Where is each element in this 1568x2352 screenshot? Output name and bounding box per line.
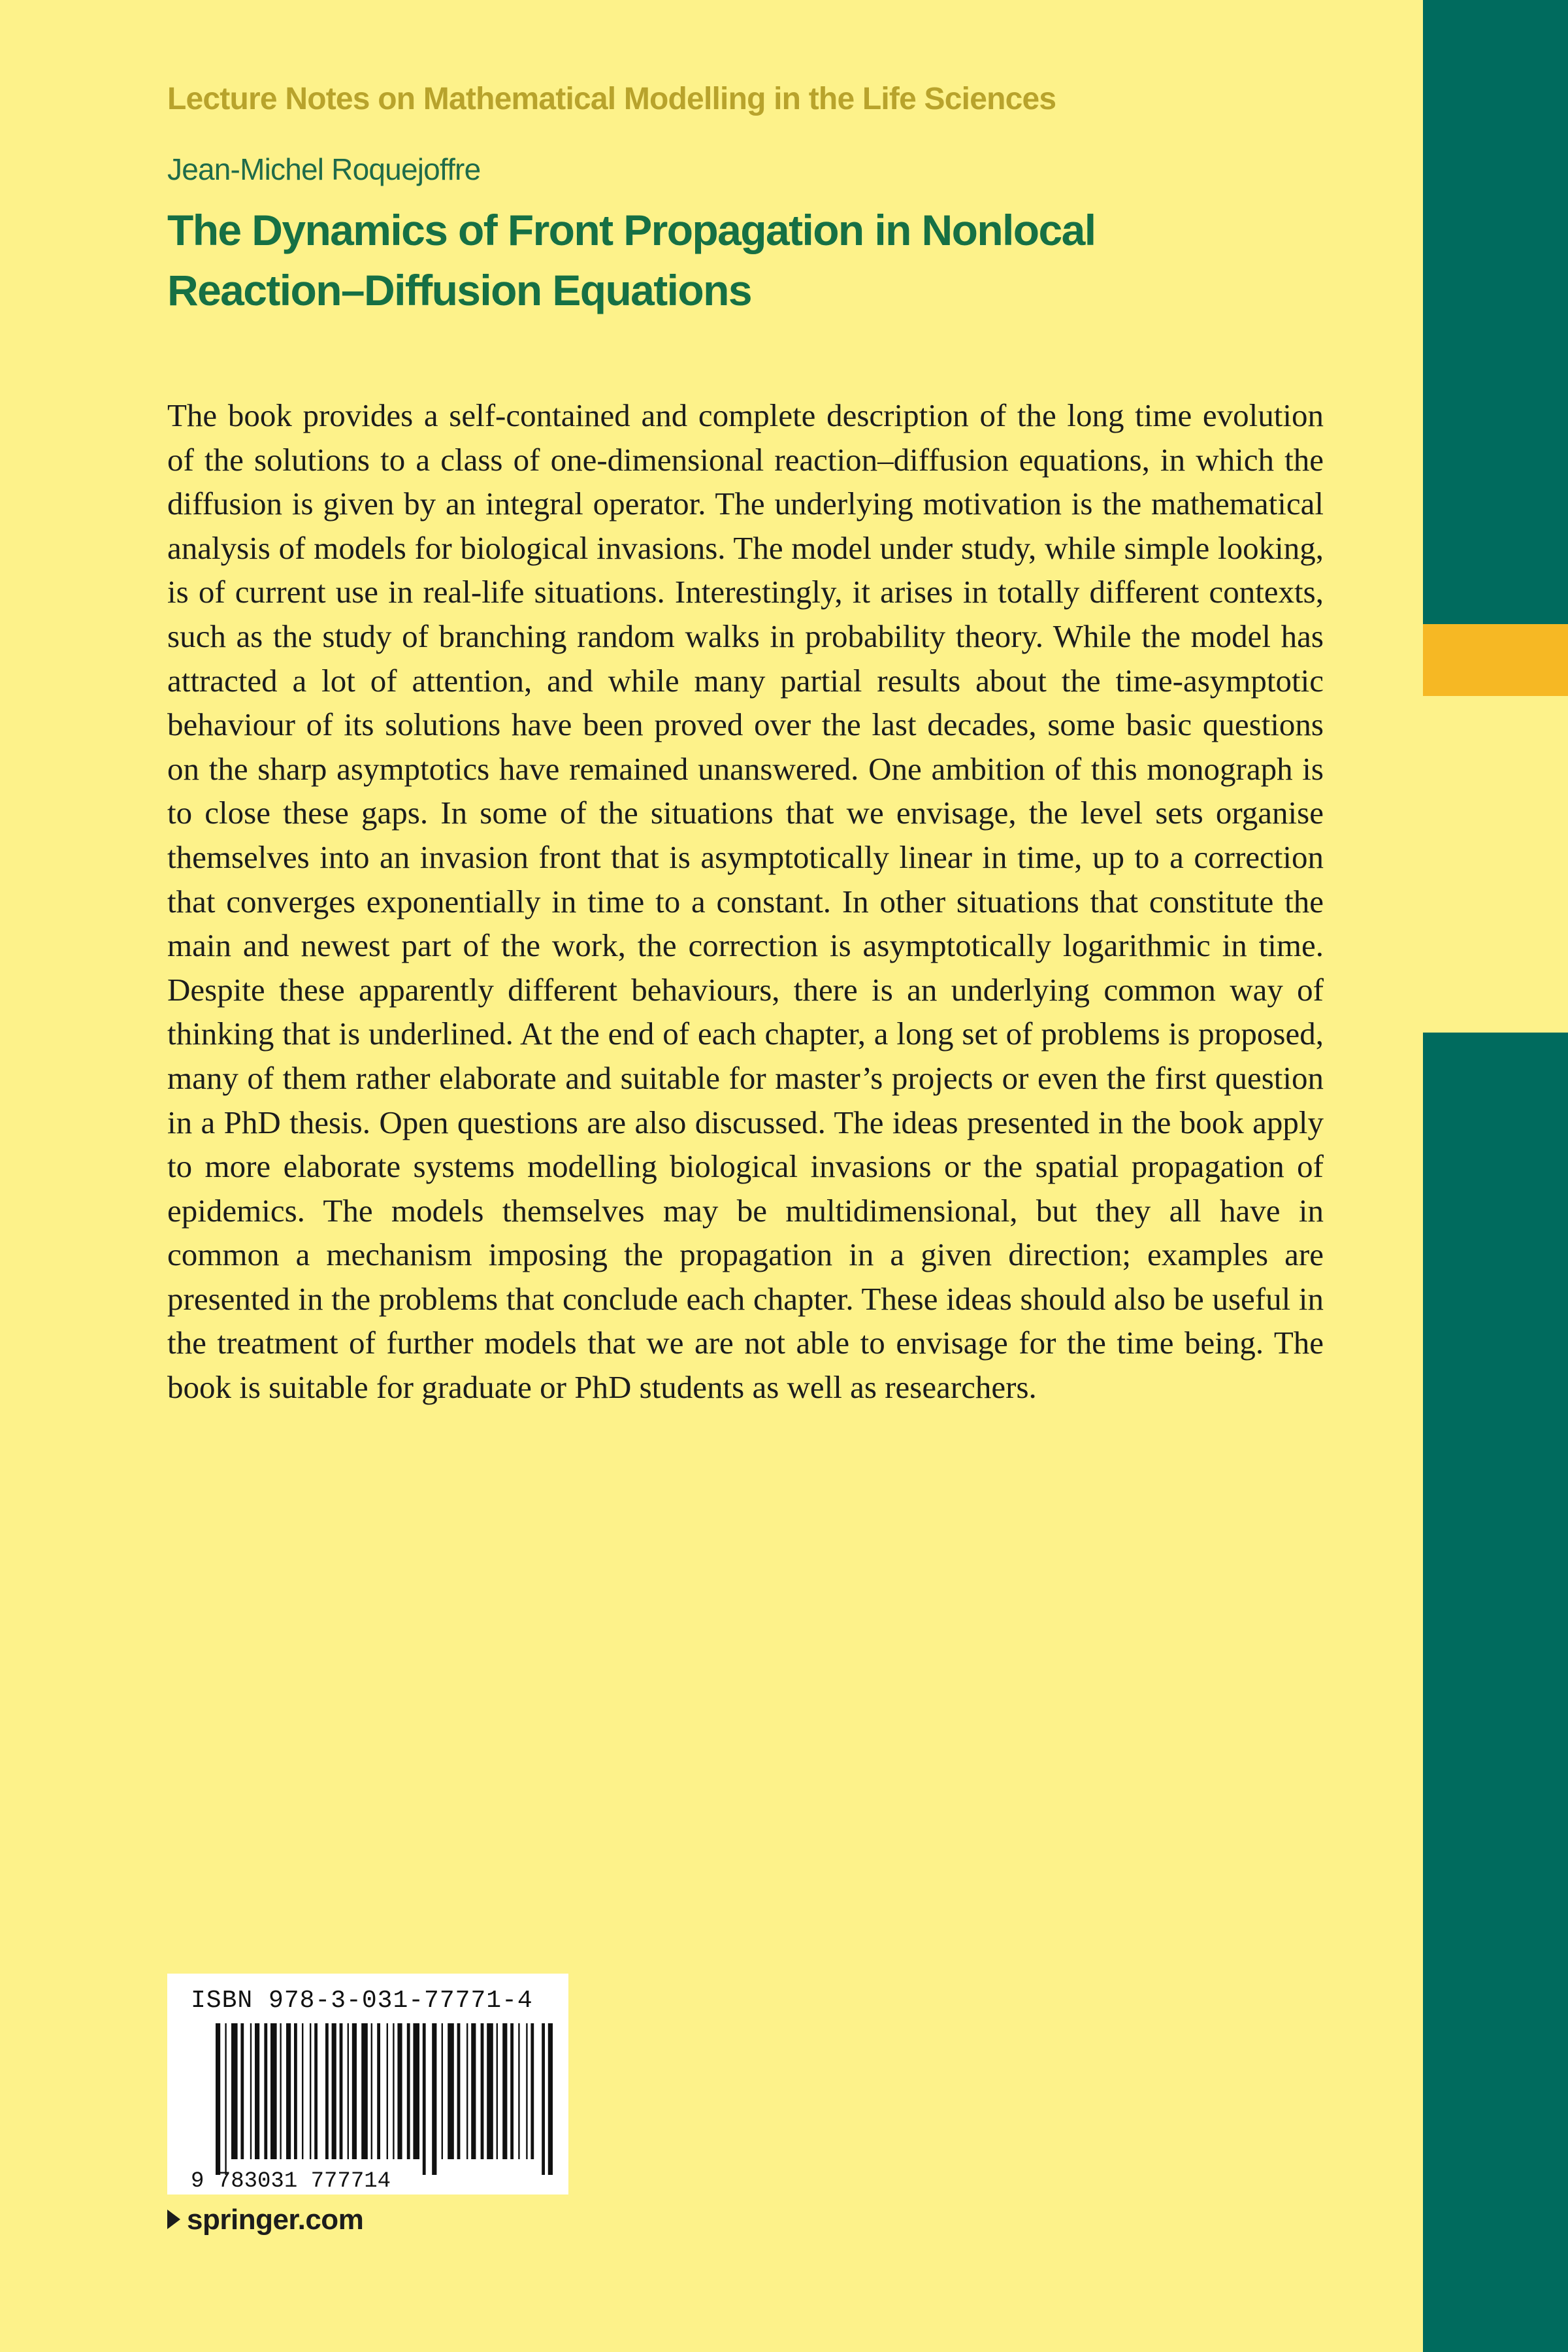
book-description: The book provides a self-contained and complete description of the long time evolution of the solutions to a class of one-dimensional reaction–diffusion equations, in which the diffusion is given by an integral operator. The underlying motivation is the mathematical analysis of models for biological invasions. The model under study, while simple looking, is of current use in real-life situations. Interestingly, it arises in totally different contexts, such as the study of branching random walks in probability theory. While the model has attracted a lot of attention, and while many partial results about the time-asymptotic behaviour of its solutions have been proved over the last decades, some basic questions on the sharp asymptotics have remained unanswered. One ambition of this monograph is to close these gaps. In some of the situations that we envisage, the level sets organise themselves into an invasion front that is asymptotically linear in time, up to a correction that converges exponentially in time to a constant. In other situations that constitute the main and newest part of the work, the correction is asymptotically logarithmic in time. Despite these apparently different behaviours, there is an underlying common way of thinking that is underlined. At the end of each chapter, a long set of problems is proposed, many of them rather elaborate and suitable for master’s projects or even the first question in a PhD thesis. Open questions are also discussed. The ideas presented in the book apply to more elaborate systems modelling biological invasions or the spatial propagation of epidemics. The models themselves may be multidimensional, but they all have in common a mechanism imposing the propagation in a given direction; examples are presented in the problems that conclude each chapter. These ideas should also be useful in the treatment of further models that we are not able to envisage for the time being. The book is suitable for graduate or PhD students as well as researchers.: [167, 397, 1324, 1406]
decorative-band-pale: [1423, 696, 1568, 1033]
publisher-url: springer.com: [187, 2204, 364, 2236]
arrow-right-icon: [167, 2210, 180, 2229]
author-name: Jean-Michel Roquejoffre: [167, 152, 481, 186]
isbn-barcode: [167, 1974, 568, 2195]
book-title: [167, 200, 1343, 320]
series-title: Lecture Notes on Mathematical Modelling in the Life Sciences: [167, 82, 1056, 116]
decorative-band-teal-top: [1423, 0, 1568, 624]
barcode-graphic: [167, 1974, 568, 2195]
isbn-number: ISBN 978-3-031-77771-4: [191, 1987, 533, 2015]
publisher-link[interactable]: [167, 2204, 363, 2236]
decorative-band-gold: [1423, 624, 1568, 696]
decorative-band-teal-bottom: [1423, 1033, 1568, 2352]
book-title-line-2: Reaction–Diffusion Equations: [167, 266, 751, 314]
barcode-digits: 9 783031 777714: [191, 2169, 391, 2194]
book-title-line-1: The Dynamics of Front Propagation in Nonlocal: [167, 206, 1096, 254]
